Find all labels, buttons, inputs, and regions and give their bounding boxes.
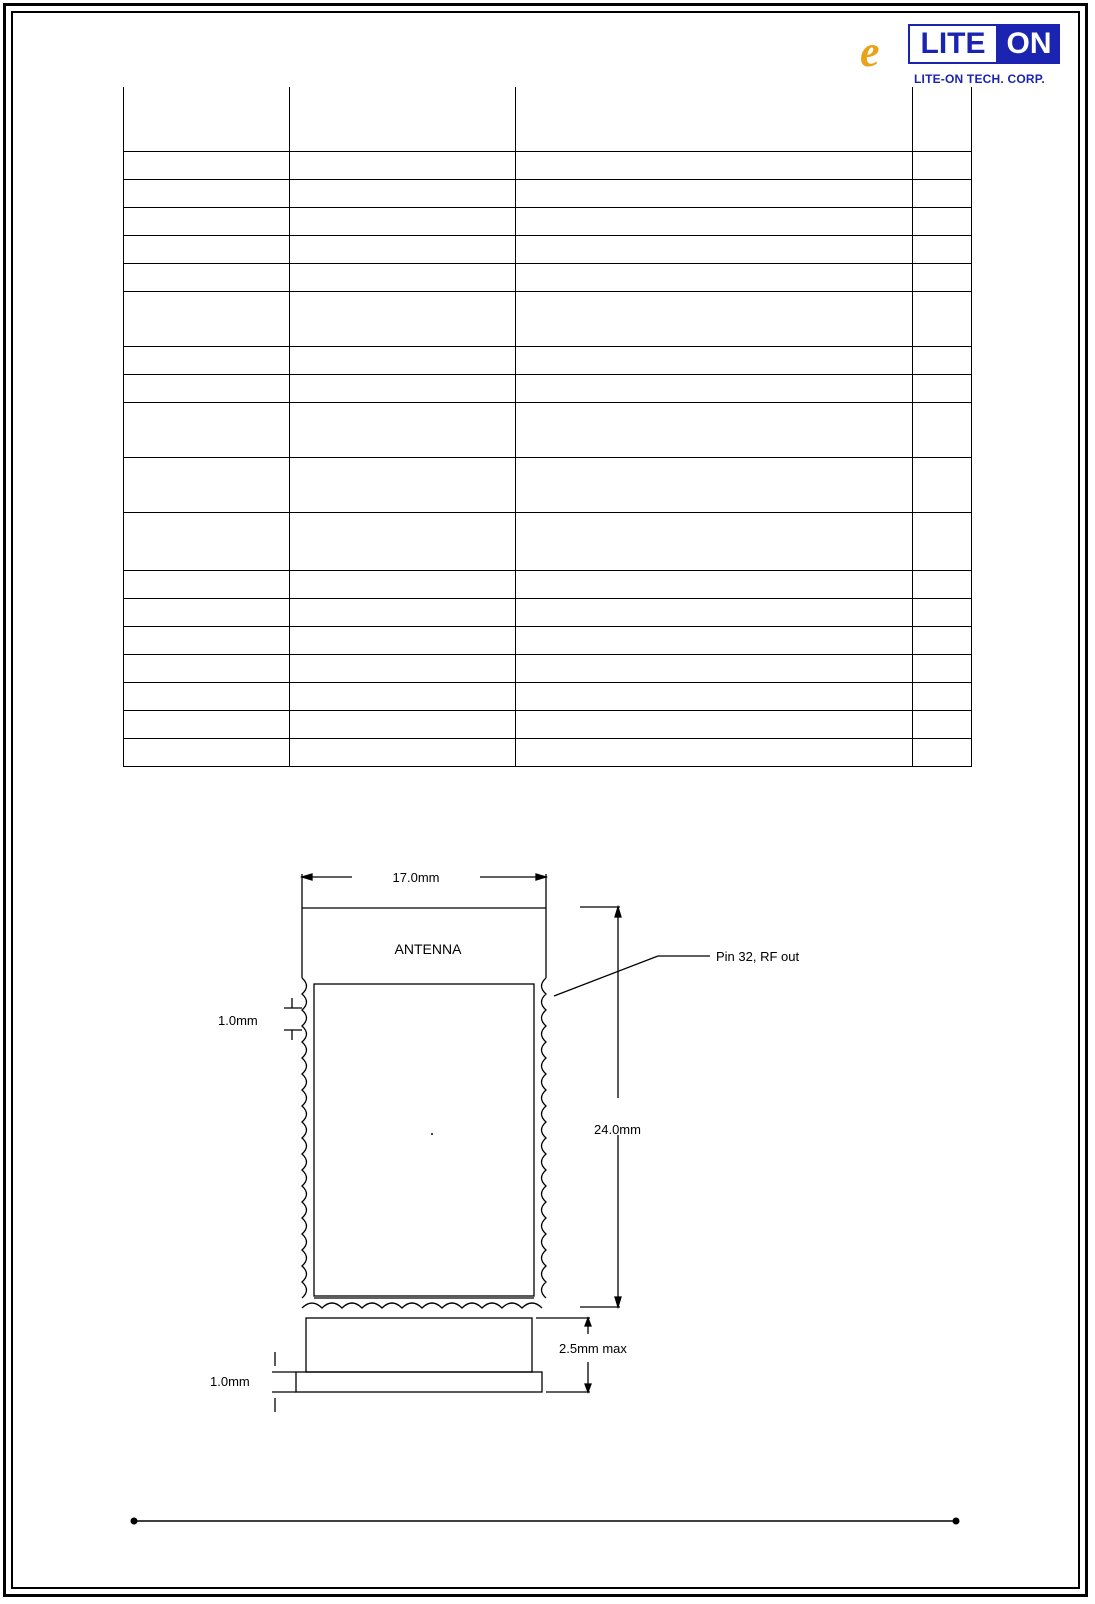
table-row bbox=[124, 235, 972, 263]
table-cell bbox=[290, 570, 516, 598]
table-cell bbox=[516, 291, 913, 346]
center-dot bbox=[431, 1133, 433, 1135]
castellations-bottom bbox=[302, 1303, 542, 1308]
arrow-height-bottom bbox=[615, 1297, 621, 1307]
table-cell bbox=[290, 512, 516, 570]
table-cell bbox=[290, 207, 516, 235]
label-height: 24.0mm bbox=[594, 1122, 641, 1137]
table-cell bbox=[516, 263, 913, 291]
table-cell bbox=[913, 710, 972, 738]
table-cell bbox=[124, 570, 290, 598]
label-side-height: 2.5mm max bbox=[559, 1341, 627, 1356]
table-cell bbox=[124, 87, 290, 151]
table-cell bbox=[290, 598, 516, 626]
arrow-width-left bbox=[302, 874, 312, 880]
table-row bbox=[124, 207, 972, 235]
table-cell bbox=[516, 207, 913, 235]
label-width: 17.0mm bbox=[392, 870, 440, 885]
module-dimension-drawing bbox=[180, 850, 880, 1430]
table-cell bbox=[913, 179, 972, 207]
table-cell bbox=[913, 151, 972, 179]
table-cell bbox=[913, 87, 972, 151]
table-cell bbox=[913, 235, 972, 263]
table-cell bbox=[913, 402, 972, 457]
table-row bbox=[124, 626, 972, 654]
table-row bbox=[124, 654, 972, 682]
table-cell bbox=[913, 682, 972, 710]
table-cell bbox=[516, 235, 913, 263]
table-row bbox=[124, 457, 972, 512]
table-cell bbox=[516, 346, 913, 374]
table-cell bbox=[124, 457, 290, 512]
table-cell bbox=[516, 179, 913, 207]
table-cell bbox=[913, 291, 972, 346]
table-row bbox=[124, 87, 972, 151]
table-cell bbox=[124, 598, 290, 626]
table-cell bbox=[913, 346, 972, 374]
table-cell bbox=[124, 626, 290, 654]
table-cell bbox=[124, 654, 290, 682]
table-row bbox=[124, 738, 972, 766]
table-cell bbox=[290, 235, 516, 263]
footer-dot-right bbox=[953, 1518, 960, 1525]
table-cell bbox=[290, 682, 516, 710]
label-antenna: ANTENNA bbox=[394, 941, 462, 957]
logo-e-mark: e bbox=[860, 27, 880, 76]
table-cell bbox=[913, 263, 972, 291]
table-cell bbox=[124, 682, 290, 710]
table-cell bbox=[913, 626, 972, 654]
table-cell bbox=[516, 710, 913, 738]
table-cell bbox=[913, 207, 972, 235]
table-cell bbox=[124, 710, 290, 738]
arrow-side-top bbox=[585, 1318, 591, 1326]
table-cell bbox=[124, 738, 290, 766]
table-row bbox=[124, 512, 972, 570]
table-cell bbox=[290, 710, 516, 738]
label-rf-out: Pin 32, RF out bbox=[716, 949, 800, 964]
table-cell bbox=[124, 263, 290, 291]
table-cell bbox=[290, 457, 516, 512]
table-row bbox=[124, 151, 972, 179]
label-base-height: 1.0mm bbox=[210, 1374, 250, 1389]
table-row bbox=[124, 570, 972, 598]
table-cell bbox=[913, 598, 972, 626]
liteon-logo bbox=[860, 22, 1060, 92]
table-cell bbox=[516, 682, 913, 710]
table-cell bbox=[290, 151, 516, 179]
arrow-width-right bbox=[536, 874, 546, 880]
spec-table bbox=[123, 87, 972, 767]
rf-leader-diagonal bbox=[554, 956, 658, 996]
table-cell bbox=[913, 570, 972, 598]
table-cell bbox=[516, 654, 913, 682]
table-cell bbox=[516, 570, 913, 598]
table-cell bbox=[516, 87, 913, 151]
table-cell bbox=[124, 346, 290, 374]
table-cell bbox=[124, 151, 290, 179]
logo-lite-text: LITE bbox=[908, 24, 998, 64]
table-cell bbox=[290, 374, 516, 402]
table-cell bbox=[516, 457, 913, 512]
table-cell bbox=[124, 512, 290, 570]
table-cell bbox=[516, 512, 913, 570]
table-cell bbox=[913, 654, 972, 682]
shield-outline bbox=[314, 984, 534, 1296]
footer-rule bbox=[130, 1515, 970, 1527]
table-row bbox=[124, 346, 972, 374]
table-cell bbox=[124, 374, 290, 402]
table-row bbox=[124, 179, 972, 207]
table-cell bbox=[124, 402, 290, 457]
table-row bbox=[124, 710, 972, 738]
table-cell bbox=[516, 374, 913, 402]
table-cell bbox=[124, 179, 290, 207]
table-cell bbox=[290, 626, 516, 654]
table-cell bbox=[124, 291, 290, 346]
table-cell bbox=[290, 179, 516, 207]
table-cell bbox=[290, 402, 516, 457]
table-cell bbox=[290, 263, 516, 291]
table-cell bbox=[290, 738, 516, 766]
castellations-right bbox=[542, 978, 547, 1298]
table-cell bbox=[124, 235, 290, 263]
table-cell bbox=[290, 87, 516, 151]
footer-dot-left bbox=[131, 1518, 138, 1525]
table-cell bbox=[913, 738, 972, 766]
table-cell bbox=[516, 402, 913, 457]
table-cell bbox=[516, 626, 913, 654]
side-view-pcb bbox=[296, 1372, 542, 1392]
table-cell bbox=[913, 512, 972, 570]
table-cell bbox=[290, 346, 516, 374]
label-pitch: 1.0mm bbox=[218, 1013, 258, 1028]
table-cell bbox=[913, 374, 972, 402]
table-cell bbox=[516, 738, 913, 766]
table-row bbox=[124, 682, 972, 710]
table-row bbox=[124, 402, 972, 457]
table-row bbox=[124, 263, 972, 291]
table-cell bbox=[124, 207, 290, 235]
side-view-shield bbox=[306, 1318, 532, 1372]
table-cell bbox=[516, 151, 913, 179]
arrow-side-bottom bbox=[585, 1384, 591, 1392]
table-row bbox=[124, 598, 972, 626]
arrow-height-top bbox=[615, 907, 621, 917]
logo-on-text: ON bbox=[998, 24, 1060, 64]
castellations-left bbox=[302, 978, 307, 1298]
table-cell bbox=[516, 598, 913, 626]
table-row bbox=[124, 291, 972, 346]
table-row bbox=[124, 374, 972, 402]
table-cell bbox=[290, 291, 516, 346]
table-cell bbox=[290, 654, 516, 682]
logo-subtitle: LITE-ON TECH. CORP. bbox=[914, 72, 1045, 86]
table-cell bbox=[913, 457, 972, 512]
